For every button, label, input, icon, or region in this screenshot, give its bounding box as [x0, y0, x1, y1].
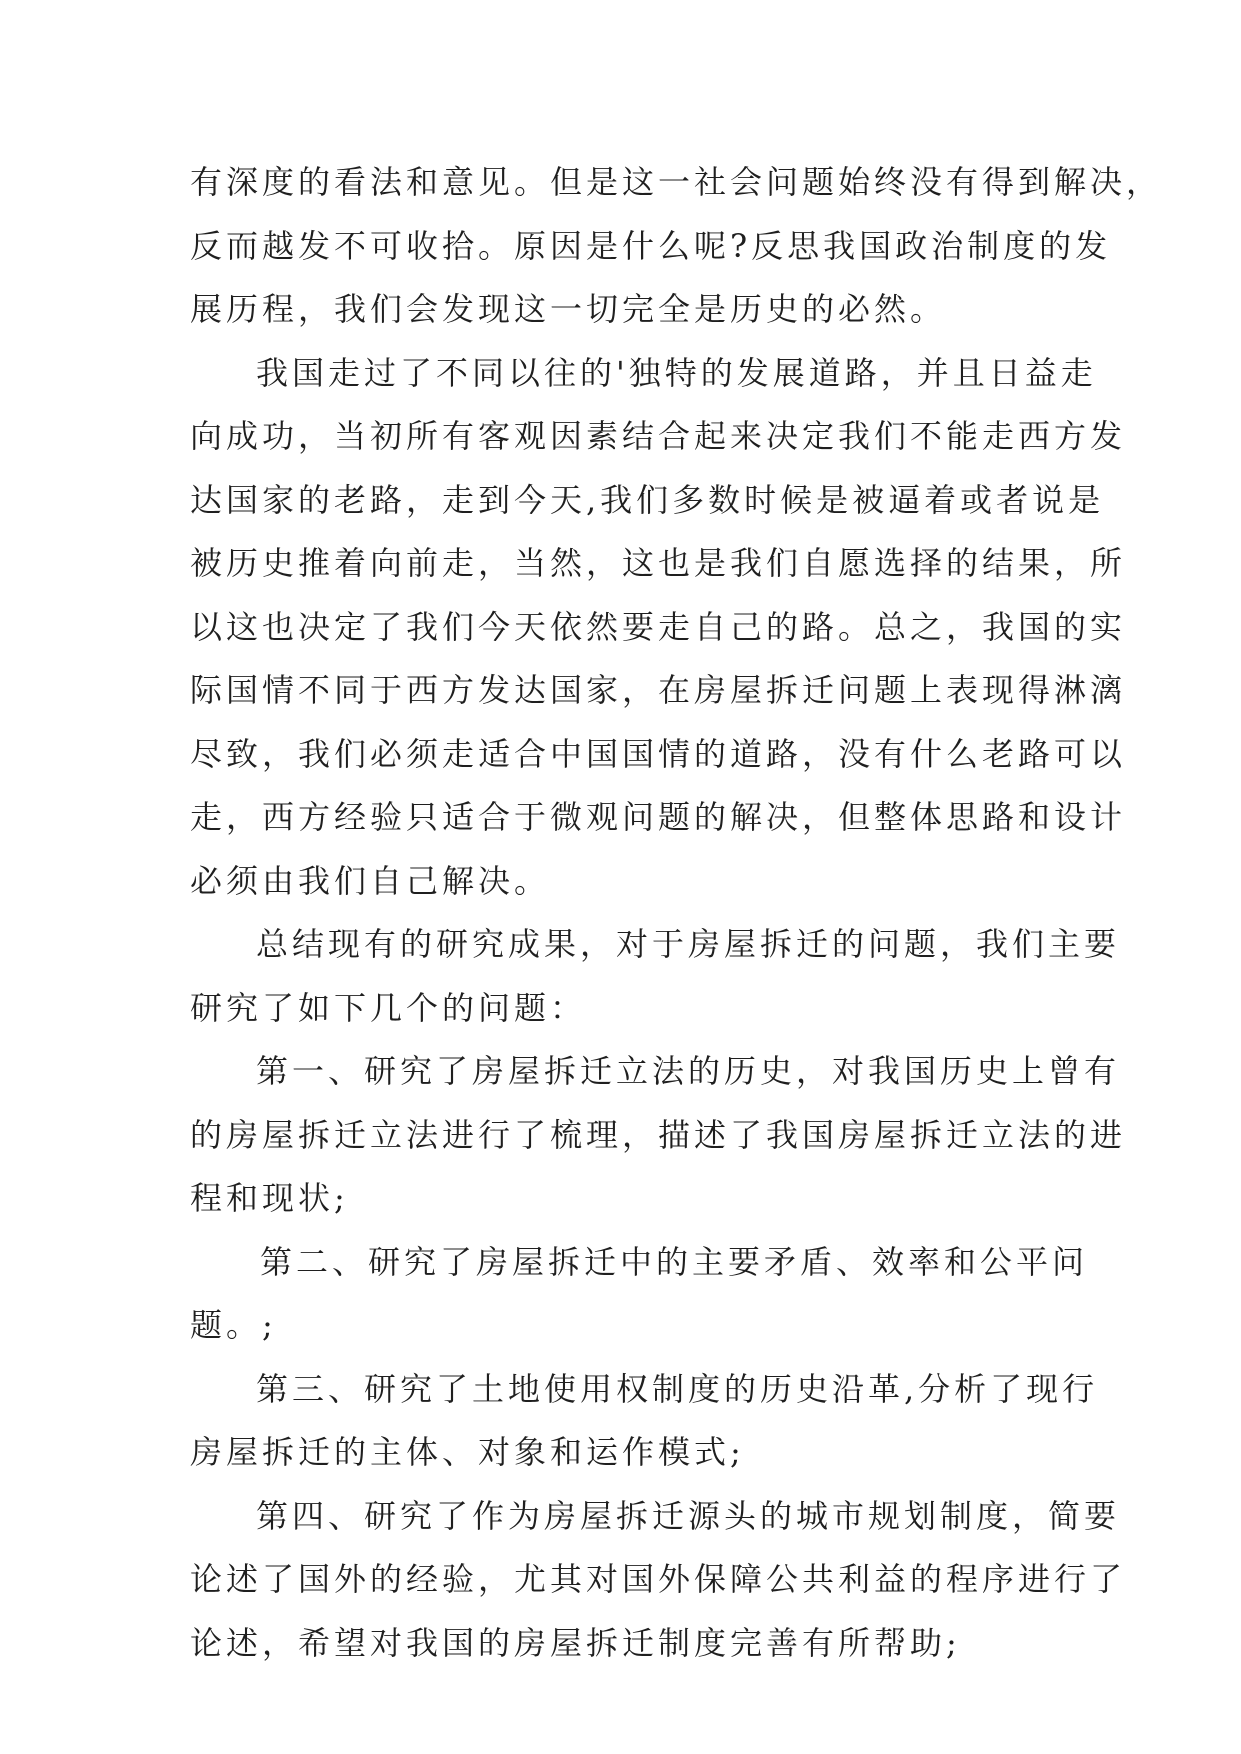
text-line: 反而越发不可收拾。原因是什么呢?反思我国政治制度的发: [190, 226, 1112, 265]
text-line: 研究了如下几个的问题：: [190, 988, 587, 1027]
text-line: 的房屋拆迁立法进行了梳理，描述了我国房屋拆迁立法的进: [190, 1115, 1127, 1154]
text-line: 际国情不同于西方发达国家，在房屋拆迁问题上表现得淋漓: [190, 671, 1127, 709]
paragraph-start-line: 我国走过了不同以往的'独特的发展道路，并且日益走: [256, 353, 1097, 392]
text-line: 被历史推着向前走，当然，这也是我们自愿选择的结果，所: [190, 544, 1127, 582]
text-line: 论述了国外的经验，尤其对国外保障公共利益的程序进行了: [190, 1560, 1127, 1598]
text-line: 程和现状;: [190, 1179, 349, 1217]
text-line: 必须由我们自己解决。: [190, 861, 551, 900]
text-line: 展历程，我们会发现这一切完全是历史的必然。: [190, 290, 947, 328]
text-line: 有深度的看法和意见。但是这一社会问题始终没有得到解决，: [190, 163, 1163, 201]
paragraph-start-line: 第三、研究了土地使用权制度的历史沿革,分析了现行: [256, 1369, 1099, 1408]
paragraph-start-line: 第四、研究了作为房屋拆迁源头的城市规划制度，简要: [256, 1496, 1121, 1535]
paragraph-start-line: 总结现有的研究成果，对于房屋拆迁的问题，我们主要: [256, 925, 1121, 963]
document-body: [190, 151, 1163, 1675]
text-line: 走，西方经验只适合于微观问题的解决，但整体思路和设计: [190, 798, 1127, 836]
paragraph-start-line: 第一、研究了房屋拆迁立法的历史，对我国历史上曾有: [256, 1052, 1121, 1090]
paragraph-start-line: 第二、研究了房屋拆迁中的主要矛盾、效率和公平问: [260, 1242, 1089, 1281]
text-line: 房屋拆迁的主体、对象和运作模式;: [190, 1433, 745, 1471]
text-line: 达国家的老路，走到今天,我们多数时候是被逼着或者说是: [190, 480, 1105, 519]
text-line: 尽致，我们必须走适合中国国情的道路，没有什么老路可以: [190, 734, 1127, 773]
text-line: 论述，希望对我国的房屋拆迁制度完善有所帮助;: [190, 1623, 961, 1662]
text-line: 以这也决定了我们今天依然要走自己的路。总之，我国的实: [190, 607, 1127, 646]
text-line: 向成功，当初所有客观因素结合起来决定我们不能走西方发: [190, 417, 1127, 455]
text-line: 题。;: [190, 1306, 277, 1344]
